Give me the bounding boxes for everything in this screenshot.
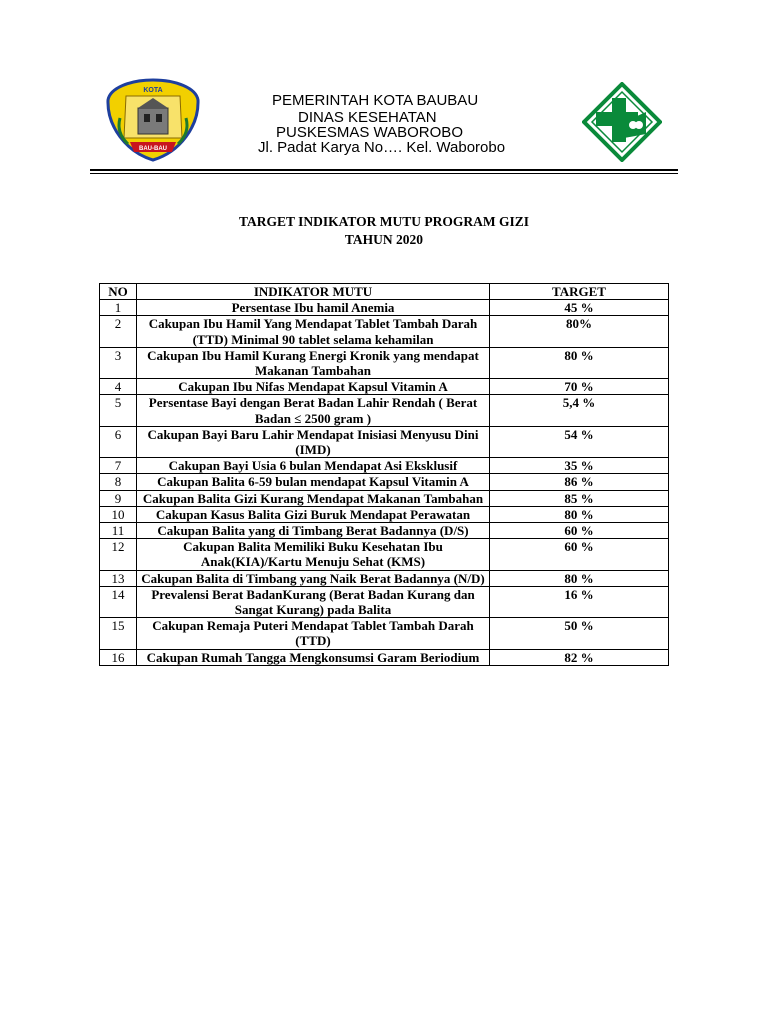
header-no: NO	[100, 284, 137, 300]
row-indikator: Cakupan Kasus Balita Gizi Buruk Mendapat Perawatan	[137, 506, 490, 522]
row-target: 5,4 %	[490, 395, 669, 426]
header-line-2: DINAS KESEHATAN	[298, 109, 437, 126]
row-target: 86 %	[490, 474, 669, 490]
row-indikator: Cakupan Ibu Hamil Yang Mendapat Tablet Tambah Darah (TTD) Minimal 90 tablet selama kehamilan	[137, 316, 490, 347]
row-no: 4	[100, 379, 137, 395]
row-indikator: Cakupan Bayi Baru Lahir Mendapat Inisiasi Menyusu Dini (IMD)	[137, 426, 490, 457]
table-row	[100, 539, 669, 570]
row-indikator: Cakupan Balita yang di Timbang Berat Badannya (D/S)	[137, 523, 490, 539]
logo-left-bottom-text: BAU-BAU	[139, 146, 167, 152]
table-row	[100, 506, 669, 522]
table-row	[100, 458, 669, 474]
row-no: 8	[100, 474, 137, 490]
row-indikator: Cakupan Balita Gizi Kurang Mendapat Makanan Tambahan	[137, 490, 490, 506]
row-target: 80 %	[490, 570, 669, 586]
table-row	[100, 395, 669, 426]
header-indikator: INDIKATOR MUTU	[137, 284, 490, 300]
row-no: 14	[100, 586, 137, 617]
table-row	[100, 618, 669, 649]
row-target: 60 %	[490, 539, 669, 570]
row-no: 1	[100, 300, 137, 316]
row-target: 35 %	[490, 458, 669, 474]
row-indikator: Persentase Bayi dengan Berat Badan Lahir Rendah ( Berat Badan ≤ 2500 gram )	[137, 395, 490, 426]
row-no: 5	[100, 395, 137, 426]
table-row	[100, 523, 669, 539]
row-target: 16 %	[490, 586, 669, 617]
row-no: 13	[100, 570, 137, 586]
row-indikator: Cakupan Balita di Timbang yang Naik Berat Badannya (N/D)	[137, 570, 490, 586]
table-header-row	[100, 284, 669, 300]
table-row	[100, 474, 669, 490]
table-row	[100, 426, 669, 457]
title-line-1: TARGET INDIKATOR MUTU PROGRAM GIZI	[238, 214, 530, 229]
row-no: 10	[100, 506, 137, 522]
table-row	[100, 570, 669, 586]
table-row	[100, 347, 669, 378]
indicator-table	[99, 283, 669, 666]
row-indikator: Prevalensi Berat BadanKurang (Berat Badan Kurang dan Sangat Kurang) pada Balita	[137, 586, 490, 617]
header-line-1: PEMERINTAH KOTA BAUBAU	[272, 92, 479, 109]
document-title	[0, 213, 768, 249]
puskesmas-logo	[582, 82, 662, 162]
row-target: 82 %	[490, 649, 669, 665]
header-line-3: PUSKESMAS WABOROBO	[276, 124, 463, 141]
row-target: 50 %	[490, 618, 669, 649]
header-address: Jl. Padat Karya No…. Kel. Waborobo	[258, 139, 506, 156]
row-no: 9	[100, 490, 137, 506]
table-row	[100, 316, 669, 347]
row-indikator: Cakupan Balita 6-59 bulan mendapat Kapsul Vitamin A	[137, 474, 490, 490]
row-target: 60 %	[490, 523, 669, 539]
row-target: 80 %	[490, 347, 669, 378]
title-line-2: TAHUN 2020	[344, 232, 424, 247]
header-target: TARGET	[490, 284, 669, 300]
row-indikator: Cakupan Bayi Usia 6 bulan Mendapat Asi Eksklusif	[137, 458, 490, 474]
row-indikator: Cakupan Ibu Nifas Mendapat Kapsul Vitamin A	[137, 379, 490, 395]
table-row	[100, 379, 669, 395]
row-target: 70 %	[490, 379, 669, 395]
row-indikator: Cakupan Remaja Puteri Mendapat Tablet Tambah Darah (TTD)	[137, 618, 490, 649]
row-indikator: Cakupan Ibu Hamil Kurang Energi Kronik yang mendapat Makanan Tambahan	[137, 347, 490, 378]
header-rule-thin	[90, 173, 678, 174]
header-rule-thick	[90, 169, 678, 171]
logo-left-top-text: KOTA	[143, 87, 163, 94]
row-no: 16	[100, 649, 137, 665]
row-no: 6	[100, 426, 137, 457]
row-target: 45 %	[490, 300, 669, 316]
row-indikator: Cakupan Balita Memiliki Buku Kesehatan Ibu Anak(KIA)/Kartu Menuju Sehat (KMS)	[137, 539, 490, 570]
row-indikator: Cakupan Rumah Tangga Mengkonsumsi Garam Beriodium	[137, 649, 490, 665]
row-no: 12	[100, 539, 137, 570]
row-no: 15	[100, 618, 137, 649]
table-row	[100, 586, 669, 617]
row-no: 2	[100, 316, 137, 347]
row-no: 7	[100, 458, 137, 474]
row-target: 85 %	[490, 490, 669, 506]
row-target: 54 %	[490, 426, 669, 457]
row-indikator: Persentase Ibu hamil Anemia	[137, 300, 490, 316]
row-no: 3	[100, 347, 137, 378]
row-target: 80 %	[490, 506, 669, 522]
row-target: 80%	[490, 316, 669, 347]
row-no: 11	[100, 523, 137, 539]
table-row	[100, 649, 669, 665]
table-row	[100, 490, 669, 506]
kota-baubau-logo	[106, 78, 200, 162]
table-row	[100, 300, 669, 316]
